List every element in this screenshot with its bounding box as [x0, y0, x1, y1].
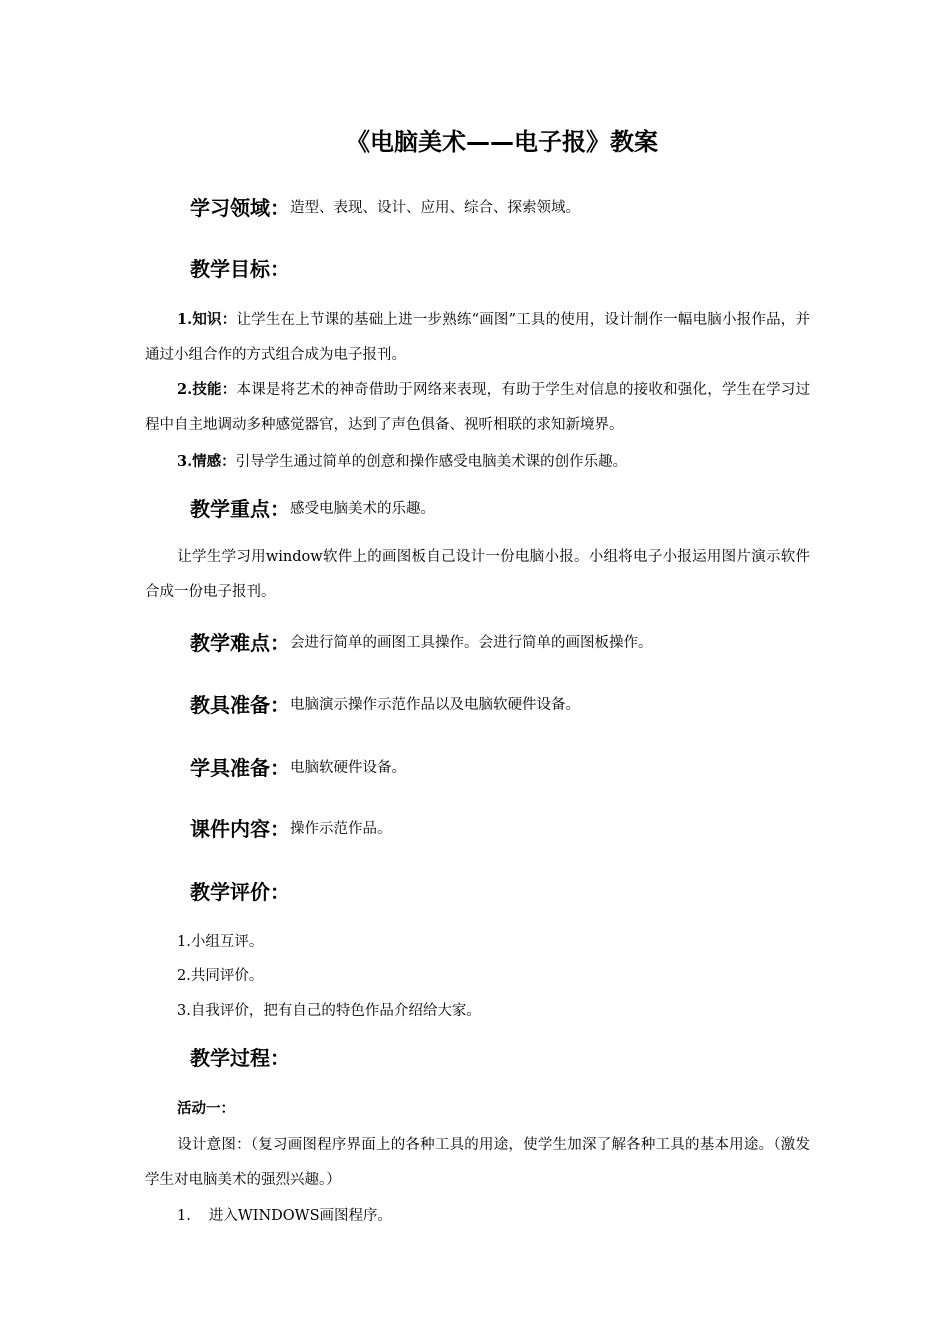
objectives-heading: 教学目标： [190, 257, 290, 281]
evaluation-item: 2.共同评价。 [177, 968, 264, 984]
key-point-label: 教学重点： [190, 497, 290, 521]
courseware-value: 操作示范作品。 [290, 821, 392, 837]
study-field-section [190, 193, 580, 223]
key-point-detail-text: 让学生学习用window软件上的画图板自己设计一份电脑小报。小组将电子小报运用图片演示软件合成一份电子报刊。 [145, 549, 810, 600]
courseware-section [190, 814, 392, 844]
teacher-prep-label: 教具准备： [190, 693, 290, 717]
evaluation-item: 3.自我评价，把有自己的特色作品介绍给大家。 [177, 1003, 481, 1019]
design-intent [145, 1128, 810, 1198]
teacher-prep-value: 电脑演示操作示范作品以及电脑软硬件设备。 [290, 697, 580, 713]
objective-knowledge [145, 302, 810, 373]
process-heading: 教学过程： [190, 1046, 290, 1070]
objective-skill-label: 2.技能： [177, 381, 237, 398]
objective-emotion-label: 3.情感： [177, 453, 236, 470]
key-point-value: 感受电脑美术的乐趣。 [290, 501, 435, 517]
student-prep-label: 学具准备： [190, 756, 290, 780]
design-intent-text: 设计意图：（复习画图程序界面上的各种工具的用途，使学生加深了解各种工具的基本用途。（激发学生对电脑美术的强烈兴趣。） [145, 1137, 810, 1188]
evaluation-heading: 教学评价： [190, 880, 290, 904]
activity-label: 活动一： [177, 1100, 235, 1117]
key-point-section [190, 494, 435, 524]
difficulty-label: 教学难点： [190, 631, 290, 655]
document-title [0, 124, 950, 160]
step-1-text: 进入WINDOWS画图程序。 [208, 1208, 393, 1224]
objectives-section [190, 254, 290, 284]
key-point-detail [145, 540, 810, 610]
study-field-value: 造型、表现、设计、应用、综合、探索领域。 [290, 200, 580, 216]
step-1-number: 1. [177, 1208, 191, 1224]
step-1 [177, 1204, 392, 1228]
objective-emotion-text: 引导学生通过简单的创意和操作感受电脑美术课的创作乐趣。 [235, 454, 628, 470]
student-prep-value: 电脑软硬件设备。 [290, 760, 406, 776]
objective-knowledge-text: 让学生在上节课的基础上进一步熟练“画图”工具的使用，设计制作一幅电脑小报作品，并通过小组合作的方式组合成为电子报刊。 [145, 312, 810, 363]
evaluation-item: 1.小组互评。 [177, 934, 264, 950]
study-field-label: 学习领域： [190, 196, 290, 220]
teacher-prep-section [190, 690, 580, 720]
difficulty-section [190, 628, 653, 658]
objective-skill [145, 372, 810, 443]
student-prep-section [190, 753, 406, 783]
objective-knowledge-label: 1.知识： [177, 311, 237, 328]
courseware-label: 课件内容： [190, 817, 290, 841]
evaluation-section [190, 877, 290, 907]
process-section [190, 1043, 290, 1073]
objective-skill-text: 本课是将艺术的神奇借助于网络来表现，有助于学生对信息的接收和强化，学生在学习过程中自主地调动多种感觉器官，达到了声色俱备、视听相联的求知新境界。 [145, 382, 810, 433]
objective-emotion [145, 444, 810, 480]
difficulty-value: 会进行简单的画图工具操作。会进行简单的画图板操作。 [290, 635, 653, 651]
title-text: 《电脑美术——电子报》教案 [346, 128, 658, 156]
